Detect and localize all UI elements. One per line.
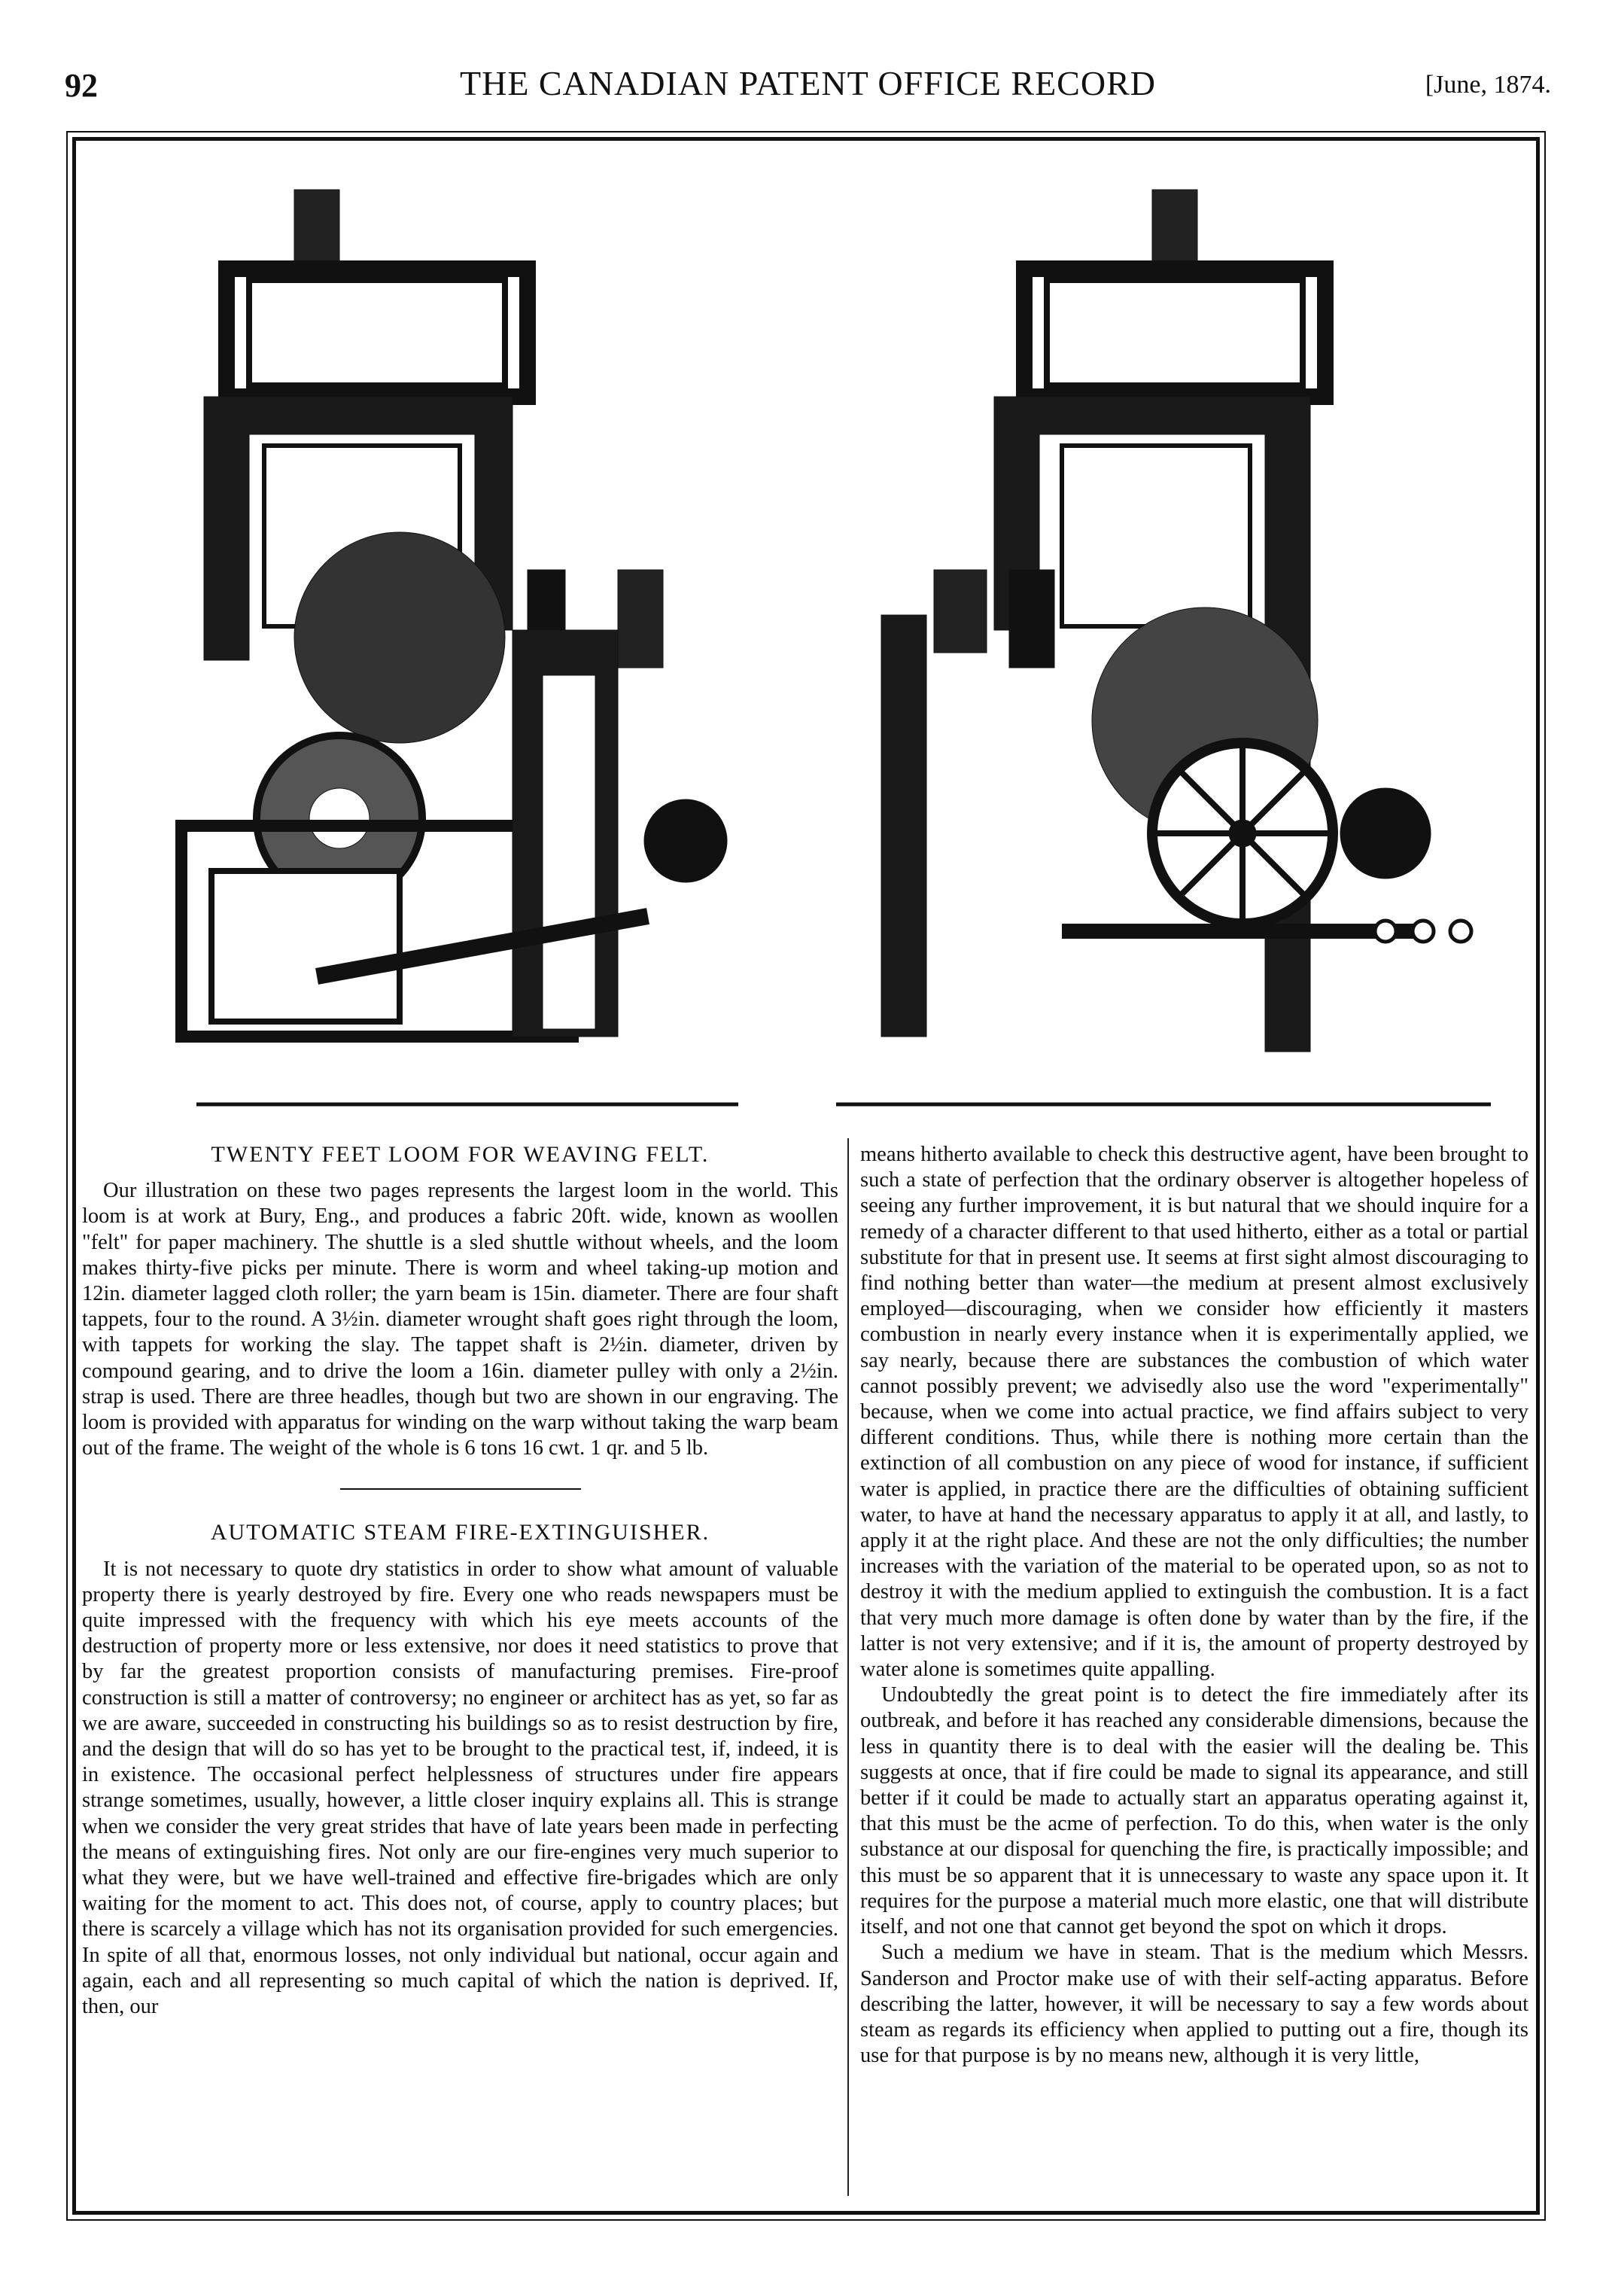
page-header	[65, 63, 1551, 116]
page-title: THE CANADIAN PATENT OFFICE RECORD	[460, 64, 1156, 102]
page-frame	[72, 137, 1540, 2215]
fire-article-paragraph: Such a medium we have in steam. That is the medium which Messrs. Sanderson and Proctor make use of with their self-acting apparatus. Before describing the latter, however, it will be necessary to say a few words about steam as regards its efficiency when applied to putting out a fire, though its use for that purpose is by no means new, although it is very little,	[860, 1941, 1528, 2068]
left-column	[82, 1142, 838, 2020]
column-divider	[847, 1138, 849, 2196]
left-loom-frame	[181, 190, 727, 1037]
loom-article-heading: TWENTY FEET LOOM FOR WEAVING FELT.	[211, 1142, 710, 1167]
issue-date: [June, 1874.	[1425, 71, 1551, 99]
page-number: 92	[65, 67, 98, 104]
loom-engraving	[91, 148, 1525, 1119]
right-column	[860, 1142, 1528, 2069]
fire-article-paragraph: It is not necessary to quote dry statistics in order to show what amount of valuable property there is yearly destroyed by fire. Every one who reads newspapers must be quite impressed with the frequency with which his eye meets accounts of the destruction of property more or less extensive, nor does it need statistics to prove that by far the greatest proportion consists of manufacturing premises. Fire-proof construction is still a matter of controversy; no engineer or architect has as yet, so far as we are aware, succeeded in constructing his buildings so as to resist destruction by fire, and the design that will do so has yet to be brought to the practical test, if, indeed, it is in existence. The occasional perfect helplessness of structures under fire appears strange sometimes, usually, however, a little closer inquiry explains all. This is strange when we consider the very great strides that have of late years been made in perfecting the means of extinguishing fires. Not only are our fire-engines very much superior to what they were, but we have well-trained and effective fire-brigades which are only waiting for the moment to act. This does not, of course, apply to country places; but there is scarcely a village which has not its organisation provided for such emergencies. In spite of all that, enormous losses, not only individual but national, occur again and again, each and all representing so much capital of which the nation is deprived. If, then, our	[82, 1557, 838, 2019]
fire-article-paragraph: Undoubtedly the great point is to detect the fire immediately after its outbreak, and before it has reached any considerable dimensions, because the less in quantity there is to deal with the easier will the dealing be. This suggests at once, that if fire could be made to signal its appearance, and still better if it could be made to actually start an apparatus operating against it, that this must be the acme of perfection. To do this, when water is the only substance at our disposal for quenching the fire, is practically impossible; and this must be so apparent that it is unnecessary to waste any space upon it. It requires for the purpose a material much more elastic, one that will distribute itself, and not one that cannot get beyond the spot on which it drops.	[860, 1683, 1528, 1939]
fire-article-paragraph: means hitherto available to check this destructive agent, have been brought to such a state of perfection that the ordinary observer is altogether hopeless of seeing any further improvement, it is but natural that we should inquire for a remedy of a character different to that used hitherto, either as a total or partial substitute for that in present use. It seems at first sight almost discouraging to find nothing better than water—the medium at present almost exclusively employed—discouraging, when we consider how efficiently it masters combustion in nearly every instance when it is experimentally applied, we say nearly, because there are substances the combustion of which water cannot possibly prevent; we advisedly also use the word "experimentally" because, when we come into actual practice, we find affairs subject to very different conditions. Thus, while there is nothing more certain than the extinction of all combustion on any piece of wood for instance, if sufficient water is applied, in practice there are the difficulties of obtaining sufficient water, to have at hand the necessary apparatus to apply it at all, and lastly, to apply it at the right place. And these are not the only difficulties; the number increases with the variation of the material to be operated upon, so as not to destroy it with the medium applied to extinguish the combustion. It is a fact that very much more damage is often done by water than by the fire, if the latter is not very extensive; and if it is, the amount of property destroyed by water alone is sometimes quite appalling.	[860, 1143, 1528, 1682]
fire-article-heading: AUTOMATIC STEAM FIRE-EXTINGUISHER.	[210, 1520, 710, 1545]
loom-article-body: Our illustration on these two pages represents the largest loom in the world. This loom is at work at Bury, Eng., and produces a fabric 20ft. wide, known as woollen "felt" for paper machinery. The shuttle is a sled shuttle without wheels, and the loom makes thirty-five picks per minute. There is worm and wheel taking-up motion and 12in. diameter lagged cloth roller; the yarn beam is 15in. diameter. There are four shaft tappets, four to the round. A 3½in. diameter wrought shaft goes right through the loom, with tappets for working the slay. The tappet shaft is 2½in. diameter, driven by compound gearing, and to drive the loom a 16in. diameter pulley with only a 2½in. strap is used. There are three headles, though but two are shown in our engraving. The loom is provided with apparatus for winding on the warp without taking the warp beam out of the frame. The weight of the whole is 6 tons 16 cwt. 1 qr. and 5 lb.	[82, 1179, 838, 1460]
section-rule	[340, 1488, 581, 1490]
